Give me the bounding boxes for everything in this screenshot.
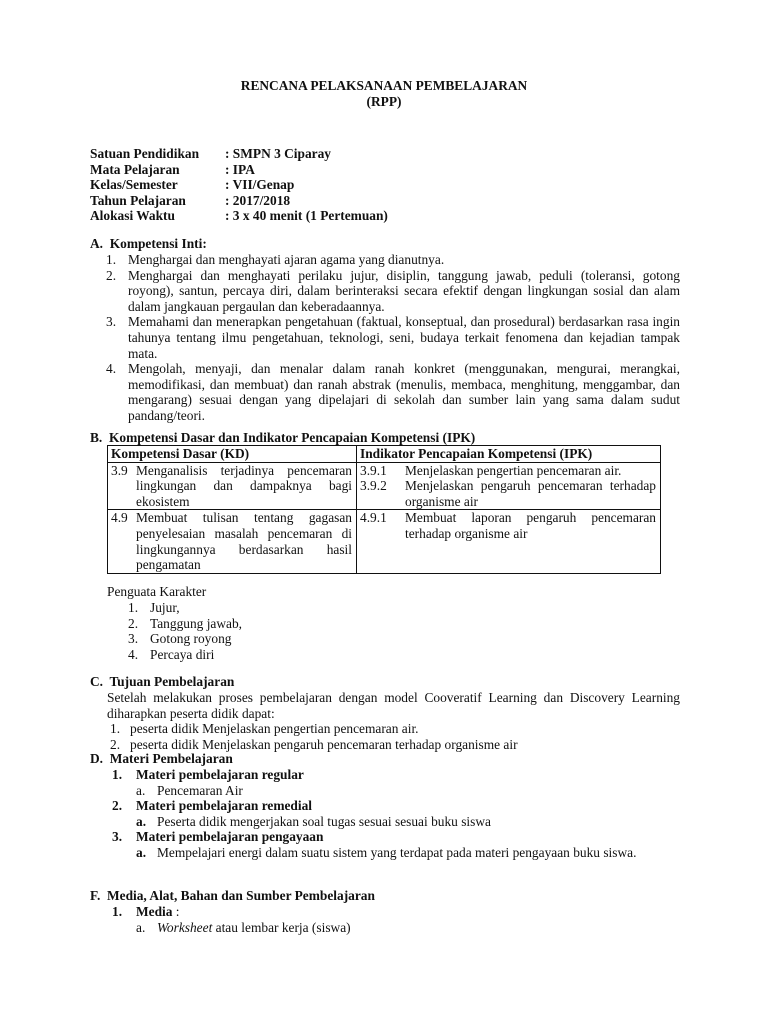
penguat-karakter-list — [128, 600, 428, 662]
list-number: 1. — [128, 600, 139, 615]
list-item — [106, 252, 680, 268]
table-header-kd: Kompetensi Dasar (KD) — [108, 446, 357, 463]
sub-text: Peserta didik mengerjakan soal tugas sesuai sesuai buku siswa — [157, 813, 491, 829]
sub-text: Pencemaran Air — [157, 782, 243, 798]
ipk-number: 3.9.2 — [360, 478, 387, 494]
section-a-heading: A. Kompetensi Inti: — [90, 236, 207, 251]
list-number: 2. — [112, 798, 123, 814]
section-d-list — [112, 767, 680, 861]
list-number: 4. — [128, 646, 139, 662]
section-b-heading: B. Kompetensi Dasar dan Indikator Pencapaian Kompetensi (IPK) — [90, 430, 476, 445]
list-text: peserta didik Menjelaskan pengaruh pencemaran terhadap organisme air — [130, 736, 518, 752]
kd-number: 3.9 — [111, 462, 128, 478]
table-header-row — [108, 446, 661, 463]
ipk-number: 4.9.1 — [360, 510, 387, 526]
media-sub-item — [112, 920, 680, 936]
table-row — [108, 510, 661, 573]
media-item-text: atau lembar kerja (siswa) — [212, 919, 351, 935]
identity-value: : SMPN 3 Ciparay — [225, 146, 332, 161]
section-a-list — [106, 252, 680, 424]
kd-text: Menganalisis terjadinya pencemaran lingkungan dan dampaknya bagi ekosistem — [136, 462, 352, 509]
list-text: Percaya diri — [150, 646, 215, 662]
list-number: 1. — [110, 721, 121, 736]
identity-label: Satuan Pendidikan — [90, 146, 200, 161]
list-text: Memahami dan menerapkan pengetahuan (faktual, konseptual, dan prosedural) berdasarkan rasa ingin tahunya tentang ilmu pengetahuan, teknologi, seni, budaya terkait fenomena dan kejadian tampak mata. — [128, 314, 680, 361]
identity-value: : 2017/2018 — [225, 192, 291, 208]
sub-letter: a. — [136, 813, 147, 829]
list-item — [128, 631, 428, 647]
document-title — [0, 78, 768, 109]
materi-sub-item — [112, 783, 680, 799]
list-text: Menghargai dan menghayati ajaran agama yang dianutnya. — [128, 252, 445, 267]
list-text: Materi pembelajaran remedial — [136, 798, 313, 814]
ipk-text: Menjelaskan pengertian pencemaran air. — [405, 462, 622, 478]
list-number: 1. — [106, 252, 117, 267]
list-number: 3. — [112, 829, 123, 845]
list-item — [128, 616, 428, 632]
identity-row — [90, 146, 590, 162]
identity-row — [90, 193, 590, 209]
sub-letter: a. — [136, 782, 146, 798]
ipk-cell — [357, 462, 661, 510]
list-number: 1. — [112, 767, 123, 782]
list-item — [106, 314, 680, 361]
section-d-heading: D. Materi Pembelajaran — [90, 751, 233, 766]
list-item — [110, 737, 680, 753]
list-text: Menghargai dan menghayati perilaku jujur, disiplin, tanggung jawab, peduli (toleransi, gotong royong), santun, percaya diri, dalam berinteraksi secara efektif dengan lingkungan sosial dan alam dalam jangkauan pergaulan dan keberadaannya. — [128, 267, 680, 314]
section-f-list — [112, 904, 680, 935]
identity-block — [90, 146, 590, 224]
table-row — [108, 462, 661, 510]
title-line-1: RENCANA PELAKSANAAN PEMBELAJARAN — [240, 78, 528, 93]
list-item — [110, 721, 680, 737]
list-text: Mengolah, menyaji, dan menalar dalam ranah konkret (menggunakan, mengurai, merangkai, memodifikasi, dan membuat) dan ranah abstrak (menulis, membaca, menghitung, menggambar, dan mengarang) sesuai dengan yang dipelajari di sekolah dan sumber lain yang sama dalam sudut pandang/teori. — [128, 361, 680, 423]
section-c-heading: C. Tujuan Pembelajaran — [90, 674, 235, 689]
list-text: peserta didik Menjelaskan pengertian pencemaran air. — [130, 721, 419, 736]
identity-value: : VII/Genap — [225, 177, 295, 193]
list-text: Gotong royong — [150, 631, 232, 647]
identity-label: Tahun Pelajaran — [90, 192, 186, 208]
kd-cell — [108, 462, 357, 510]
penguat-karakter-label: Penguata Karakter — [107, 584, 207, 599]
list-item — [106, 268, 680, 315]
list-number: 3. — [106, 314, 117, 330]
media-group-title — [112, 904, 680, 920]
title-line-2: (RPP) — [366, 93, 402, 109]
section-c-list — [110, 721, 680, 752]
list-text: Jujur, — [150, 600, 180, 615]
list-text: Materi pembelajaran pengayaan — [136, 829, 324, 845]
sub-letter: a. — [136, 919, 146, 935]
section-c-intro: Setelah melakukan proses pembelajaran dengan model Cooveratif Learning dan Discovery Learning diharapkan peserta didik dapat: — [107, 690, 680, 721]
identity-label: Kelas/Semester — [90, 177, 178, 193]
list-number: 1. — [112, 904, 123, 919]
list-number: 2. — [106, 267, 117, 283]
list-item — [128, 600, 428, 616]
list-item — [106, 361, 680, 423]
list-text: Tanggung jawab, — [150, 615, 243, 631]
ipk-text: Membuat laporan pengaruh pencemaran terhadap organisme air — [405, 510, 656, 541]
materi-group-title — [112, 767, 680, 783]
list-item — [128, 647, 428, 663]
kd-number: 4.9 — [111, 510, 128, 526]
materi-group-title — [112, 798, 680, 814]
sub-letter: a. — [136, 844, 147, 860]
list-text: Materi pembelajaran regular — [136, 767, 304, 782]
identity-value: : IPA — [225, 161, 255, 177]
materi-group-title — [112, 829, 680, 845]
ipk-number: 3.9.1 — [360, 462, 387, 478]
identity-label: Alokasi Waktu — [90, 208, 175, 224]
kd-ipk-table — [107, 445, 661, 574]
materi-sub-item — [112, 845, 680, 861]
identity-row — [90, 208, 590, 224]
list-number: 2. — [128, 615, 139, 631]
media-item-italic: Worksheet — [157, 919, 213, 935]
list-number: 4. — [106, 361, 117, 377]
section-f-heading: F. Media, Alat, Bahan dan Sumber Pembelajaran — [90, 888, 375, 903]
ipk-text: Menjelaskan pengaruh pencemaran terhadap organisme air — [405, 478, 656, 509]
kd-text: Membuat tulisan tentang gagasan penyelesaian masalah pencemaran di lingkungannya berdasarkan hasil pengamatan — [136, 510, 352, 573]
materi-sub-item — [112, 814, 680, 830]
list-number: 3. — [128, 631, 139, 647]
kd-cell — [108, 510, 357, 573]
media-colon: : — [172, 904, 180, 919]
media-label: Media — [136, 904, 173, 919]
identity-row — [90, 177, 590, 193]
identity-value: : 3 x 40 menit (1 Pertemuan) — [225, 208, 388, 224]
identity-row — [90, 162, 590, 178]
identity-label: Mata Pelajaran — [90, 161, 180, 177]
ipk-cell — [357, 510, 661, 573]
table-header-ipk: Indikator Pencapaian Kompetensi (IPK) — [357, 446, 661, 463]
list-number: 2. — [110, 736, 121, 752]
sub-text: Mempelajari energi dalam suatu sistem yang terdapat pada materi pengayaan buku siswa. — [157, 844, 637, 860]
